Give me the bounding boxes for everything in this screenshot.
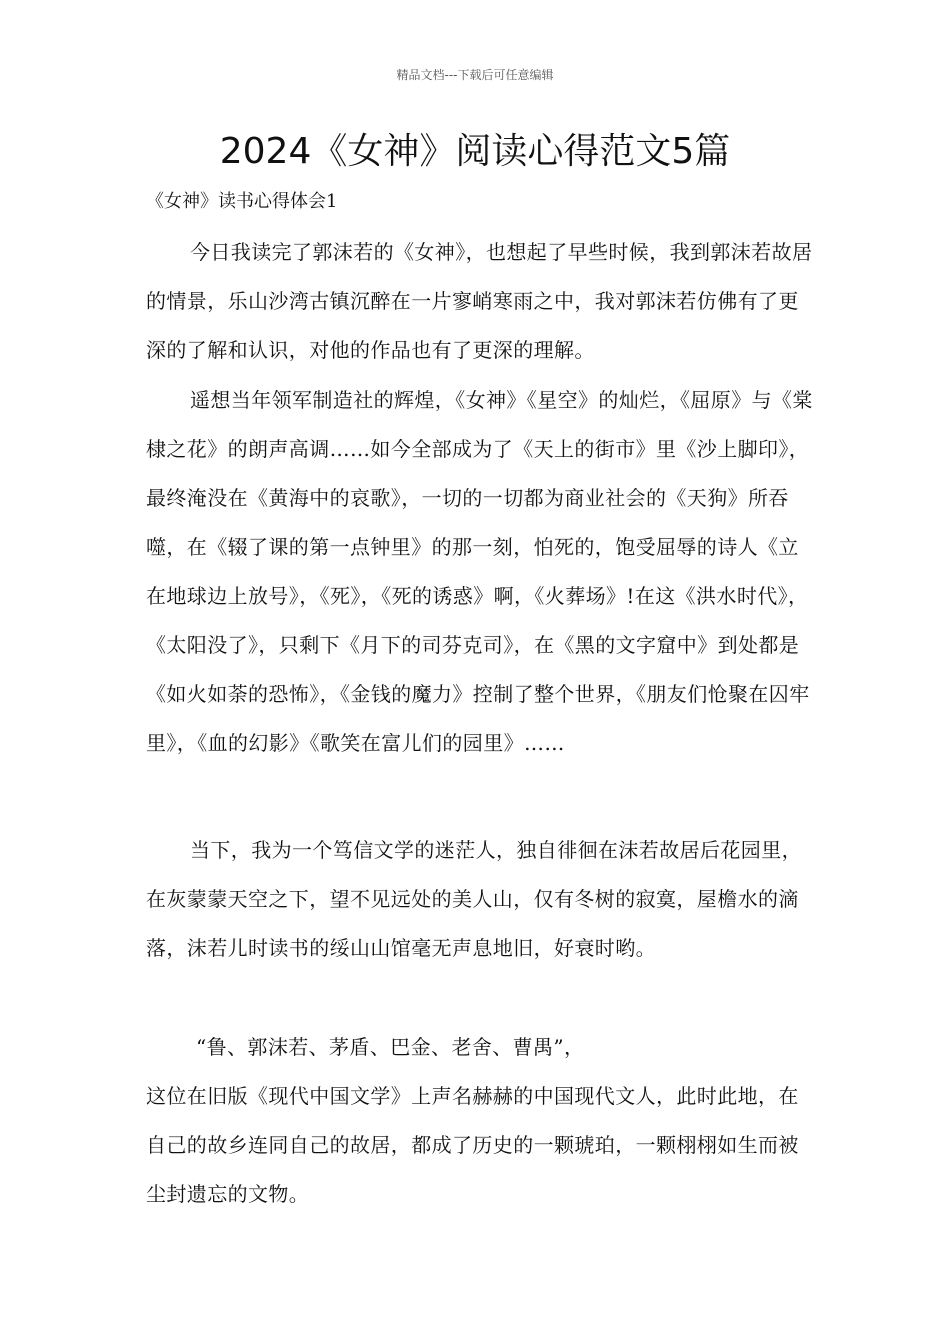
paragraph-2: 遥想当年领军制造社的辉煌，《女神》《星空》的灿烂，《屈原》与《棠棣之花》的朗声高调……如今全部成为了《天上的街市》里《沙上脚印》，最终淹没在《黄海中的哀歌》，一切的一切都为商业社会的《天狗》所吞噬，在《辍了课的第一点钟里》的那一刻，怕死的，饱受屈辱的诗人《立在地球边上放号》，《死》，《死的诱惑》啊，《火葬场》!在这《洪水时代》，《太阳没了》，只剩下《月下的司芬克司》，在《黑的文字窟中》到处都是《如火如荼的恐怖》，《金钱的魔力》控制了整个世界，《朋友们怆聚在囚牢里》，《血的幻影》《歌笑在富儿们的园里》…… <box>146 388 813 755</box>
header-note: 精品文档---下载后可任意编辑 <box>396 68 554 82</box>
paragraph-4-quote: “鲁、郭沫若、茅盾、巴金、老舍、曹禺”， <box>196 1035 585 1059</box>
section-heading: 《女神》读书心得体会1 <box>146 191 338 212</box>
paragraph-3: 当下，我为一个笃信文学的迷茫人，独自徘徊在沫若故居后花园里，在灰蒙蒙天空之下，望不见远处的美人山，仅有冬树的寂寞，屋檐水的滴落，沫若儿时读书的绥山山馆毫无声息地旧，好衰时哟。 <box>146 838 802 960</box>
document-title: 2024《女神》阅读心得范文5篇 <box>219 131 731 172</box>
paragraph-5: 这位在旧版《现代中国文学》上声名赫赫的中国现代文人，此时此地，在自己的故乡连同自己的故居，都成了历史的一颗琥珀，一颗栩栩如生而被尘封遗忘的文物。 <box>146 1084 799 1206</box>
paragraph-1: 今日我读完了郭沫若的《女神》，也想起了早些时候，我到郭沫若故居的情景，乐山沙湾古镇沉醉在一片寥峭寒雨之中，我对郭沫若仿佛有了更深的了解和认识，对他的作品也有了更深的理解。 <box>146 240 813 362</box>
